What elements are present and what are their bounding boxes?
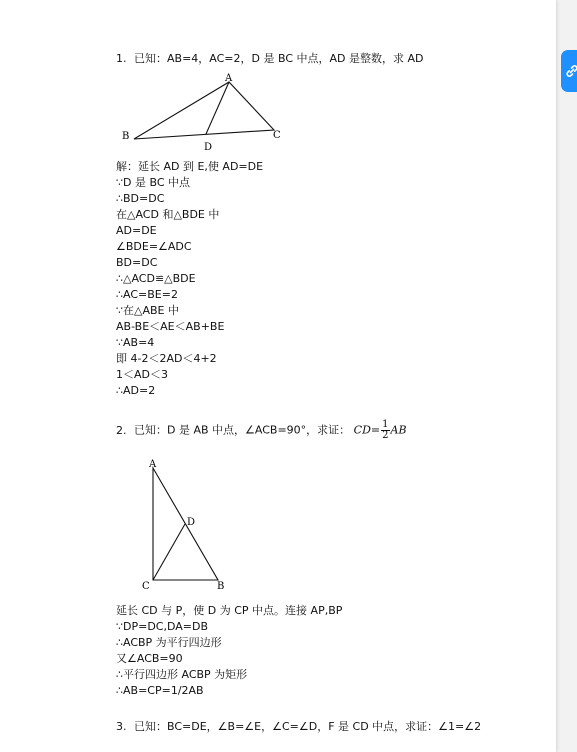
figure-2-label-a: A (149, 459, 157, 470)
q2-line-6: ∴AB=CP=1/2AB (116, 684, 204, 697)
q1-line-12: ∵AB=4 (116, 336, 155, 349)
q2-line-3: ∴ACBP 为平行四边形 (116, 636, 222, 649)
formula-fraction (381, 420, 389, 441)
q1-line-8: ∴△ACD≌△BDE (116, 272, 196, 285)
formula-ab: AB (390, 423, 407, 437)
formula-cd: CD (353, 423, 371, 437)
question-2-number: 2. (116, 423, 127, 437)
figure-right-triangle (142, 456, 262, 596)
q1-line-15: ∴AD=2 (116, 384, 156, 397)
question-1-number: 1. (116, 52, 127, 65)
q1-line-14: 1＜AD＜3 (116, 368, 168, 381)
q1-line-5: AD=DE (116, 224, 157, 237)
q1-line-2: ∵D 是 BC 中点 (116, 176, 190, 189)
fraction-numerator: 1 (382, 419, 389, 430)
question-1 (116, 50, 424, 66)
q1-line-11: AB-BE＜AE＜AB+BE (116, 320, 225, 333)
question-3-text: 已知：BC=DE，∠B=∠E，∠C=∠D，F 是 CD 中点，求证：∠1=∠2 (134, 720, 482, 733)
question-3 (116, 718, 481, 734)
figure-1-label-b: B (122, 131, 130, 142)
q1-line-3: ∴BD=DC (116, 192, 165, 205)
q1-line-7: BD=DC (116, 256, 158, 269)
question-2 (116, 420, 407, 441)
q1-line-4: 在△ACD 和△BDE 中 (116, 208, 220, 221)
q1-line-9: ∴AC=BE=2 (116, 288, 178, 301)
figure-2-label-d: D (187, 517, 196, 528)
q2-line-2: ∵DP=DC,DA=DB (116, 620, 209, 633)
question-1-text: 已知：AB=4，AC=2，D 是 BC 中点，AD 是整数，求 AD (134, 52, 424, 65)
q2-line-5: ∴平行四边形 ACBP 为矩形 (116, 668, 248, 681)
question-3-number: 3. (116, 720, 127, 733)
question-2-text: 已知：D 是 AB 中点，∠ACB=90°，求证： (134, 423, 351, 437)
figure-triangle-abc (118, 72, 288, 152)
figure-1-label-a: A (225, 73, 233, 84)
figure-2-label-b: B (217, 581, 225, 592)
q2-line-4: 又∠ACB=90 (116, 652, 183, 665)
formula-equals: = (370, 423, 381, 437)
q1-line-1: 解：延长 AD 到 E,使 AD=DE (116, 160, 264, 173)
q2-line-1: 延长 CD 与 P，使 D 为 CP 中点。连接 AP,BP (116, 604, 343, 617)
figure-1-label-c: C (273, 130, 281, 141)
fraction-denominator: 2 (382, 430, 389, 441)
q1-line-13: 即 4-2＜2AD＜4+2 (116, 352, 217, 365)
link-icon (565, 64, 577, 78)
q1-line-6: ∠BDE=∠ADC (116, 240, 192, 253)
q1-line-10: ∵在△ABE 中 (116, 304, 179, 317)
figure-2-label-c: C (142, 581, 150, 592)
figure-1-label-d: D (204, 142, 213, 152)
side-link-tab[interactable] (561, 50, 577, 92)
